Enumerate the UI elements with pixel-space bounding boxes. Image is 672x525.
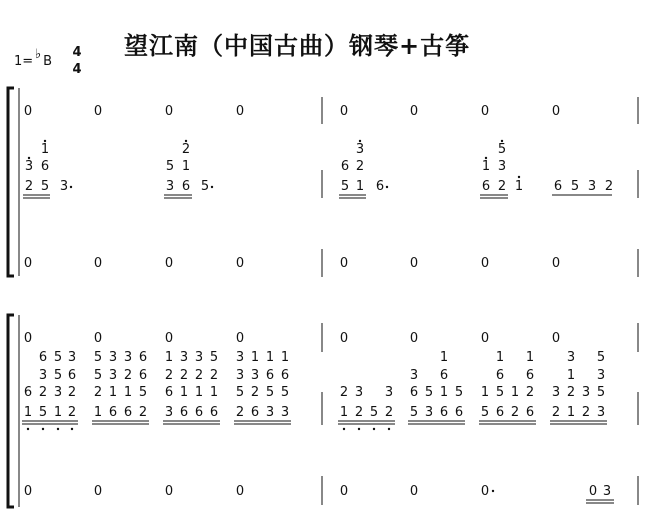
sys2-lh-note: 0 xyxy=(23,484,33,499)
sys2-lh-note: 3 xyxy=(602,484,612,499)
sys1-rh-note: 0 xyxy=(23,104,33,119)
arpeggio-note: 6 xyxy=(265,368,275,383)
arpeggio-note: 3 xyxy=(38,368,48,383)
sys2-lh-note: 0 xyxy=(480,484,490,499)
arpeggio-note: 5 xyxy=(495,385,505,400)
arpeggio-note: 1 xyxy=(93,405,103,420)
arpeggio-note: 2 xyxy=(93,385,103,400)
arpeggio-note: 1 xyxy=(280,350,290,365)
arpeggio-note: 2 xyxy=(384,405,394,420)
chord-note: 3 xyxy=(497,159,507,174)
octave-dot xyxy=(44,140,46,142)
chord-note: 5 xyxy=(497,142,507,157)
arpeggio-note: 3 xyxy=(409,368,419,383)
arpeggio-note: 6 xyxy=(108,405,118,420)
octave-dot xyxy=(343,428,345,430)
chord-note: 1 xyxy=(181,159,191,174)
sys2-lh-note: 0 xyxy=(339,484,349,499)
arpeggio-note: 5 xyxy=(93,368,103,383)
chord-note: 5 xyxy=(40,179,50,194)
arpeggio-note: 1 xyxy=(265,350,275,365)
arpeggio-note: 3 xyxy=(581,385,591,400)
arpeggio-note: 2 xyxy=(67,405,77,420)
chord-note: 2 xyxy=(24,179,34,194)
arpeggio-note: 6 xyxy=(454,405,464,420)
octave-dot xyxy=(501,140,503,142)
arpeggio-note: 1 xyxy=(525,350,535,365)
chord-note: 6 xyxy=(340,159,350,174)
augmentation-dot xyxy=(70,186,72,188)
arpeggio-note: 5 xyxy=(369,405,379,420)
arpeggio-note: 2 xyxy=(38,385,48,400)
chord-note: 2 xyxy=(497,179,507,194)
arpeggio-note: 3 xyxy=(596,405,606,420)
arpeggio-note: 2 xyxy=(194,368,204,383)
sys2-rh-note: 0 xyxy=(480,331,490,346)
arpeggio-note: 3 xyxy=(354,385,364,400)
flat-sign: ♭ xyxy=(35,47,42,62)
arpeggio-note: 6 xyxy=(123,405,133,420)
octave-dot xyxy=(71,428,73,430)
arpeggio-note: 3 xyxy=(280,405,290,420)
arpeggio-note: 1 xyxy=(510,385,520,400)
sys1-lh-note: 0 xyxy=(551,256,561,271)
system-bracket xyxy=(8,315,14,507)
arpeggio-note: 2 xyxy=(123,368,133,383)
arpeggio-note: 6 xyxy=(495,405,505,420)
arpeggio-note: 6 xyxy=(138,350,148,365)
arpeggio-note: 5 xyxy=(596,385,606,400)
arpeggio-note: 2 xyxy=(235,405,245,420)
arpeggio-note: 6 xyxy=(138,368,148,383)
arpeggio-note: 6 xyxy=(409,385,419,400)
augmentation-dot xyxy=(492,490,494,492)
melody-note: 6 xyxy=(553,179,563,194)
chord-note: 6 xyxy=(40,159,50,174)
arpeggio-note: 3 xyxy=(566,350,576,365)
arpeggio-note: 5 xyxy=(409,405,419,420)
arpeggio-note: 5 xyxy=(138,385,148,400)
sys1-rh-note: 0 xyxy=(235,104,245,119)
sys1-rh-note: 0 xyxy=(164,104,174,119)
arpeggio-note: 1 xyxy=(439,350,449,365)
arpeggio-note: 6 xyxy=(194,405,204,420)
chord-note: 1 xyxy=(355,179,365,194)
sys2-rh-note: 0 xyxy=(339,331,349,346)
sys2-rh-note: 0 xyxy=(409,331,419,346)
arpeggio-note: 3 xyxy=(179,350,189,365)
arpeggio-note: 2 xyxy=(551,405,561,420)
time-numerator: 4 xyxy=(72,45,82,60)
arpeggio-note: 3 xyxy=(108,368,118,383)
sys2-lh-note: 0 xyxy=(93,484,103,499)
chord-note: 3 xyxy=(165,179,175,194)
sys1-lh-note: 0 xyxy=(480,256,490,271)
sys2-lh-note: 0 xyxy=(588,484,598,499)
chord-note: 5 xyxy=(340,179,350,194)
arpeggio-note: 1 xyxy=(209,385,219,400)
augmentation-dot xyxy=(386,186,388,188)
arpeggio-note: 6 xyxy=(525,368,535,383)
arpeggio-note: 6 xyxy=(439,405,449,420)
arpeggio-note: 6 xyxy=(179,405,189,420)
arpeggio-note: 3 xyxy=(194,350,204,365)
sys1-lh-note: 0 xyxy=(235,256,245,271)
arpeggio-note: 3 xyxy=(108,350,118,365)
arpeggio-note: 3 xyxy=(384,385,394,400)
sys2-rh-note: 0 xyxy=(551,331,561,346)
arpeggio-note: 6 xyxy=(525,405,535,420)
sys1-lh-note: 0 xyxy=(339,256,349,271)
arpeggio-note: 6 xyxy=(38,350,48,365)
sys1-lh-note: 0 xyxy=(93,256,103,271)
sys1-lh-note: 0 xyxy=(409,256,419,271)
chord-note: 2 xyxy=(355,159,365,174)
arpeggio-note: 5 xyxy=(480,405,490,420)
chord-note: 6 xyxy=(481,179,491,194)
arpeggio-note: 6 xyxy=(23,385,33,400)
arpeggio-note: 1 xyxy=(123,385,133,400)
sys2-rh-note: 0 xyxy=(23,331,33,346)
octave-dot xyxy=(42,428,44,430)
octave-dot xyxy=(57,428,59,430)
arpeggio-note: 1 xyxy=(250,350,260,365)
arpeggio-note: 2 xyxy=(581,405,591,420)
arpeggio-note: 6 xyxy=(495,368,505,383)
arpeggio-note: 2 xyxy=(209,368,219,383)
arpeggio-note: 1 xyxy=(23,405,33,420)
arpeggio-note: 2 xyxy=(339,385,349,400)
arpeggio-note: 1 xyxy=(339,405,349,420)
arpeggio-note: 5 xyxy=(53,350,63,365)
arpeggio-note: 3 xyxy=(424,405,434,420)
arpeggio-note: 1 xyxy=(108,385,118,400)
sys1-rh-note: 0 xyxy=(551,104,561,119)
arpeggio-note: 6 xyxy=(250,405,260,420)
sys1-rh-note: 0 xyxy=(93,104,103,119)
sys1-lh-note: 0 xyxy=(23,256,33,271)
octave-dot xyxy=(388,428,390,430)
sys2-lh-note: 0 xyxy=(409,484,419,499)
arpeggio-note: 5 xyxy=(265,385,275,400)
octave-dot xyxy=(27,428,29,430)
arpeggio-note: 1 xyxy=(179,385,189,400)
arpeggio-note: 2 xyxy=(525,385,535,400)
octave-dot xyxy=(28,157,30,159)
arpeggio-note: 6 xyxy=(164,385,174,400)
arpeggio-note: 2 xyxy=(164,368,174,383)
system-bracket xyxy=(8,88,14,276)
arpeggio-note: 2 xyxy=(250,385,260,400)
sys1-rh-note: 0 xyxy=(409,104,419,119)
arpeggio-note: 3 xyxy=(250,368,260,383)
arpeggio-note: 5 xyxy=(93,350,103,365)
chord-note: 6 xyxy=(181,179,191,194)
chord-note: 3 xyxy=(24,159,34,174)
arpeggio-note: 1 xyxy=(194,385,204,400)
chord-note: 1 xyxy=(481,159,491,174)
chord-note: 6 xyxy=(375,179,385,194)
arpeggio-note: 6 xyxy=(439,368,449,383)
arpeggio-note: 5 xyxy=(235,385,245,400)
sys1-rh-note: 0 xyxy=(339,104,349,119)
arpeggio-note: 3 xyxy=(551,385,561,400)
key-note: B xyxy=(43,54,53,69)
arpeggio-note: 2 xyxy=(566,385,576,400)
arpeggio-note: 1 xyxy=(566,368,576,383)
octave-dot xyxy=(373,428,375,430)
chord-note: 1 xyxy=(514,179,524,194)
sys2-rh-note: 0 xyxy=(164,331,174,346)
arpeggio-note: 2 xyxy=(354,405,364,420)
arpeggio-note: 6 xyxy=(67,368,77,383)
sys2-lh-note: 0 xyxy=(164,484,174,499)
chord-note: 3 xyxy=(355,142,365,157)
arpeggio-note: 3 xyxy=(265,405,275,420)
arpeggio-note: 6 xyxy=(280,368,290,383)
arpeggio-note: 5 xyxy=(280,385,290,400)
arpeggio-note: 3 xyxy=(53,385,63,400)
arpeggio-note: 2 xyxy=(67,385,77,400)
arpeggio-note: 5 xyxy=(209,350,219,365)
arpeggio-note: 3 xyxy=(596,368,606,383)
octave-dot xyxy=(485,157,487,159)
arpeggio-note: 3 xyxy=(164,405,174,420)
arpeggio-note: 1 xyxy=(480,385,490,400)
octave-dot xyxy=(359,140,361,142)
melody-note: 5 xyxy=(570,179,580,194)
octave-dot xyxy=(518,176,520,178)
sys1-rh-note: 0 xyxy=(480,104,490,119)
octave-dot xyxy=(185,140,187,142)
arpeggio-note: 5 xyxy=(38,405,48,420)
arpeggio-note: 5 xyxy=(53,368,63,383)
arpeggio-note: 2 xyxy=(510,405,520,420)
key-prefix: 1= xyxy=(14,54,34,69)
arpeggio-note: 3 xyxy=(67,350,77,365)
chord-note: 5 xyxy=(165,159,175,174)
arpeggio-note: 3 xyxy=(123,350,133,365)
arpeggio-note: 6 xyxy=(209,405,219,420)
melody-note: 2 xyxy=(604,179,614,194)
melody-note: 3 xyxy=(587,179,597,194)
chord-note: 3 xyxy=(59,179,69,194)
arpeggio-note: 2 xyxy=(138,405,148,420)
time-denominator: 4 xyxy=(72,62,82,77)
sys1-lh-note: 0 xyxy=(164,256,174,271)
arpeggio-note: 3 xyxy=(235,368,245,383)
augmentation-dot xyxy=(211,186,213,188)
arpeggio-note: 5 xyxy=(596,350,606,365)
sys2-rh-note: 0 xyxy=(235,331,245,346)
arpeggio-note: 5 xyxy=(454,385,464,400)
arpeggio-note: 2 xyxy=(179,368,189,383)
arpeggio-note: 1 xyxy=(53,405,63,420)
arpeggio-note: 1 xyxy=(164,350,174,365)
arpeggio-note: 3 xyxy=(235,350,245,365)
sys2-rh-note: 0 xyxy=(93,331,103,346)
arpeggio-note: 1 xyxy=(566,405,576,420)
score-title: 望江南（中国古曲）钢琴+古筝 xyxy=(124,32,471,60)
arpeggio-note: 1 xyxy=(495,350,505,365)
arpeggio-note: 5 xyxy=(424,385,434,400)
arpeggio-note: 1 xyxy=(439,385,449,400)
sys2-lh-note: 0 xyxy=(235,484,245,499)
chord-note: 2 xyxy=(181,142,191,157)
octave-dot xyxy=(358,428,360,430)
chord-note: 5 xyxy=(200,179,210,194)
chord-note: 1 xyxy=(40,142,50,157)
